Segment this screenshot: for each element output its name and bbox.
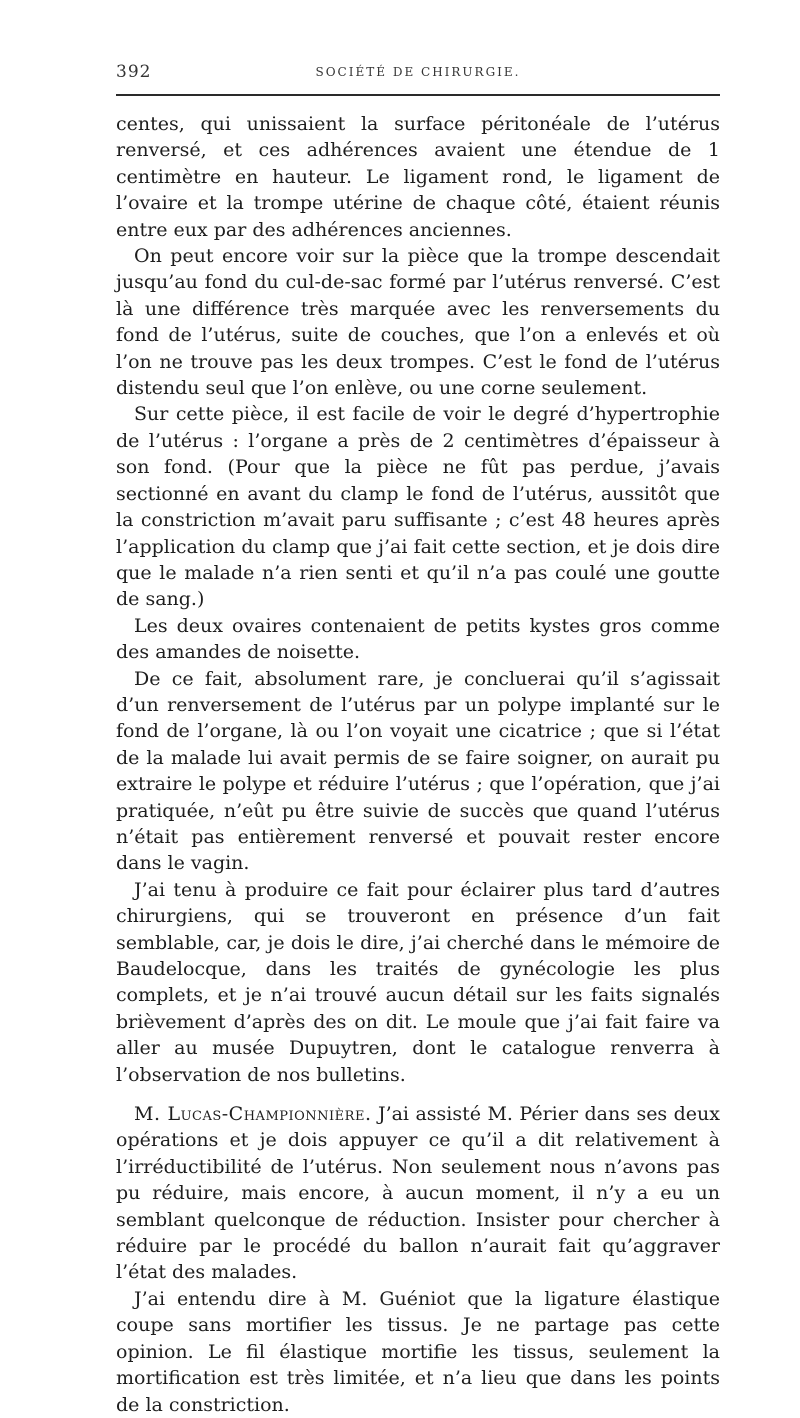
paragraph: J’ai entendu dire à M. Guéniot que la ligature élastique coupe sans mortifier les tissus. Je ne partage pas cette opinion. Le fil élastique mortifie les tissus, seulement la mortification est très limitée, et n’a lieu que dans les points de la constriction. xyxy=(116,1287,720,1416)
paragraph: J’ai tenu à produire ce fait pour éclairer plus tard d’autres chirurgiens, qui se trouveront en présence d’un fait semblable, car, je dois le dire, j’ai cherché dans le mémoire de Baudelocque, dans les traités de gynécologie les plus complets, et je n’ai trouvé aucun détail sur les faits signalés brièvement d’après des on dit. Le moule que j’ai fait faire va aller au musée Dupuytren, dont le catalogue renverra à l’observation de nos bulletins. xyxy=(116,878,720,1086)
paragraph: On peut encore voir sur la pièce que la trompe descendait jusqu’au fond du cul-de-sac formé par l’utérus renversé. C’est là une différence très marquée avec les renversements du fond de l’utérus, suite de couches, que l’on a enlevés et où l’on ne trouve pas les deux trompes. C’est le fond de l’utérus distendu seul que l’on enlève, ou une corne seulement. xyxy=(116,245,720,400)
paragraph: Sur cette pièce, il est facile de voir le degré d’hypertrophie de l’utérus : l’organe a près de 2 centimètres d’épaisseur à son fond. (Pour que la pièce ne fût pas perdue, j’avais sectionné en avant du clamp le fond de l’utérus, aussitôt que la constriction m’avait paru suffisante ; c’est 48 heures après l’application du clamp que j’ai fait cette section, et je dois dire que le malade n’a rien senti et qu’il n’a pas coulé une goutte de sang.) xyxy=(116,403,720,611)
body-text xyxy=(116,111,720,1418)
header-rule xyxy=(116,94,720,96)
paragraph: Les deux ovaires contenaient de petits kystes gros comme des amandes de noisette. xyxy=(116,614,720,664)
speaker-name: M. Lucas-Championnière. xyxy=(134,1103,372,1126)
discussion-paragraph xyxy=(116,1101,720,1286)
page-number: 392 xyxy=(116,62,152,82)
speaker-remarks: J’ai assisté M. Périer dans ses deux opérations et je dois appuyer ce qu’il a dit relativement à l’irréductibilité de l’utérus. Non seulement nous n’avons pas pu réduire, mais encore, à aucun moment, il n’y a eu un semblant quelconque de réduction. Insister pour chercher à réduire par le procédé du ballon n’aurait fait qu’aggraver l’état des malades. xyxy=(116,1103,720,1284)
running-head xyxy=(116,60,720,86)
paragraph: De ce fait, absolument rare, je concluerai qu’il s’agissait d’un renversement de l’utérus par un polype implanté sur le fond de l’organe, là ou l’on voyait une cicatrice ; que si l’état de la malade lui avait permis de se faire soigner, on aurait pu extraire le polype et réduire l’utérus ; que l’opération, que j’ai pratiquée, n’eût pu être suivie de succès que quand l’utérus n’était pas entièrement renversé et pouvait rester encore dans le vagin. xyxy=(116,667,720,875)
paragraph-continued: centes, qui unissaient la surface péritonéale de l’utérus renversé, et ces adhérences avaient une étendue de 1 centimètre en hauteur. Le ligament rond, le ligament de l’ovaire et la trompe utérine de chaque côté, étaient réunis entre eux par des adhérences anciennes. xyxy=(116,113,720,241)
running-title: SOCIÉTÉ DE CHIRURGIE. xyxy=(315,65,521,79)
